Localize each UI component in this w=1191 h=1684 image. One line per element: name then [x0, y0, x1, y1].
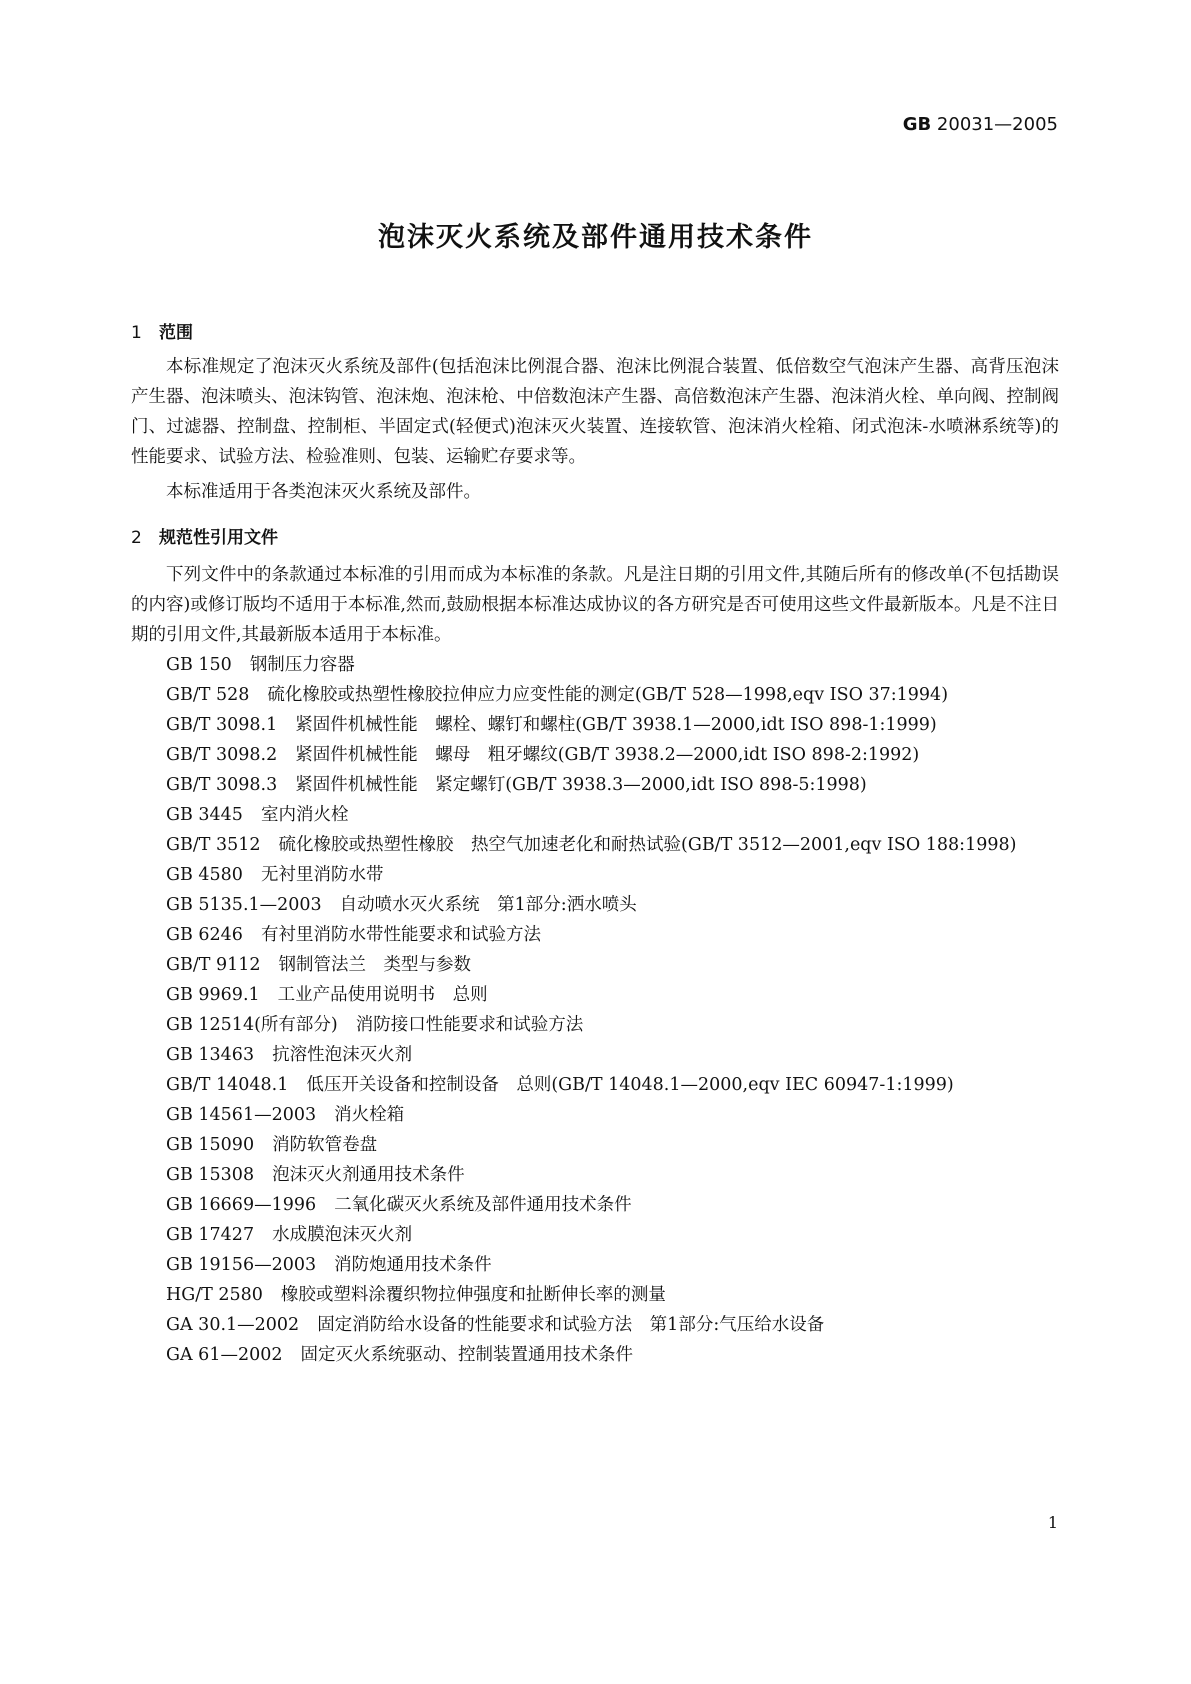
section-1-heading: [131, 318, 193, 343]
reference-code: GB 12514(所有部分): [166, 1015, 338, 1035]
scope-applicability-paragraph: 本标准适用于各类泡沫灭火系统及部件。: [166, 482, 481, 502]
reference-title: 紧固件机械性能 紧定螺钉(GB/T 3938.3—2000,idt ISO 898-5:1998): [295, 775, 867, 795]
reference-title: 紧固件机械性能 螺栓、螺钉和螺柱(GB/T 3938.1—2000,idt ISO 898-1:1999): [295, 715, 937, 735]
reference-code: GB 9969.1: [166, 985, 260, 1005]
section-title: 范围: [159, 323, 193, 343]
reference-item: [131, 680, 1061, 710]
reference-title: 水成膜泡沫灭火剂: [272, 1225, 413, 1245]
reference-item: [131, 1100, 1061, 1130]
reference-code: HG/T 2580: [166, 1285, 263, 1305]
reference-item: [131, 1160, 1061, 1190]
reference-item: [131, 1340, 1061, 1370]
reference-title: 钢制管法兰 类型与参数: [278, 955, 472, 975]
reference-item: [131, 740, 1061, 770]
reference-code: GB 13463: [166, 1045, 255, 1065]
reference-item: [131, 1190, 1061, 1220]
reference-code: GB 17427: [166, 1225, 255, 1245]
reference-title: 消防接口性能要求和试验方法: [355, 1015, 584, 1035]
section-2-heading: [131, 523, 278, 548]
reference-item: [131, 920, 1061, 950]
reference-code: GB 15090: [166, 1135, 255, 1155]
reference-item: [131, 890, 1061, 920]
reference-item: [131, 860, 1061, 890]
reference-code: GB/T 3098.3: [166, 775, 278, 795]
reference-code: GB 4580: [166, 865, 243, 885]
reference-item: [131, 1010, 1061, 1040]
reference-code: GB/T 14048.1: [166, 1075, 289, 1095]
reference-code: GB/T 3098.1: [166, 715, 278, 735]
reference-item: [131, 710, 1061, 740]
section-number: 2: [131, 528, 142, 548]
reference-title: 抗溶性泡沫灭火剂: [272, 1045, 413, 1065]
reference-item: [131, 800, 1061, 830]
reference-code: GA 61—2002: [166, 1345, 283, 1365]
reference-item: [131, 770, 1061, 800]
reference-code: GB 5135.1—2003: [166, 895, 322, 915]
page-number: 1: [1047, 1513, 1058, 1532]
reference-title: 室内消火栓: [260, 805, 349, 825]
section-title: 规范性引用文件: [159, 528, 278, 548]
reference-item: [131, 1310, 1061, 1340]
section-number: 1: [131, 323, 142, 343]
normative-references-list: [131, 650, 1061, 1370]
reference-item: [131, 1250, 1061, 1280]
reference-title: 消防炮通用技术条件: [334, 1255, 492, 1275]
reference-title: 硫化橡胶或热塑性橡胶拉伸应力应变性能的测定(GB/T 528—1998,eqv ISO 37:1994): [267, 685, 949, 705]
reference-code: GB 3445: [166, 805, 243, 825]
reference-code: GA 30.1—2002: [166, 1315, 300, 1335]
document-title: 泡沫灭火系统及部件通用技术条件: [378, 222, 813, 253]
reference-code: GB/T 3512: [166, 835, 261, 855]
reference-item: [131, 950, 1061, 980]
standard-prefix: GB: [902, 114, 932, 135]
reference-title: 消防软管卷盘: [272, 1135, 378, 1155]
reference-title: 泡沫灭火剂通用技术条件: [272, 1165, 465, 1185]
reference-code: GB 150: [166, 655, 232, 675]
reference-code: GB/T 528: [166, 685, 250, 705]
reference-item: [131, 980, 1061, 1010]
reference-title: 消火栓箱: [334, 1105, 405, 1125]
reference-title: 有衬里消防水带性能要求和试验方法: [260, 925, 541, 945]
standard-code: [903, 114, 1058, 135]
standard-number: 20031—2005: [936, 114, 1058, 135]
reference-title: 低压开关设备和控制设备 总则(GB/T 14048.1—2000,eqv IEC 60947-1:1999): [306, 1075, 954, 1095]
reference-title: 橡胶或塑料涂覆织物拉伸强度和扯断伸长率的测量: [280, 1285, 666, 1305]
reference-code: GB 19156—2003: [166, 1255, 317, 1275]
reference-title: 无衬里消防水带: [260, 865, 384, 885]
reference-title: 固定消防给水设备的性能要求和试验方法 第1部分:气压给水设备: [317, 1315, 825, 1335]
reference-item: [131, 830, 1061, 860]
reference-code: GB 14561—2003: [166, 1105, 317, 1125]
reference-code: GB 6246: [166, 925, 243, 945]
reference-code: GB/T 9112: [166, 955, 261, 975]
reference-title: 钢制压力容器: [249, 655, 355, 675]
reference-item: [131, 1220, 1061, 1250]
reference-title: 紧固件机械性能 螺母 粗牙螺纹(GB/T 3938.2—2000,idt ISO 898-2:1992): [295, 745, 920, 765]
reference-code: GB 16669—1996: [166, 1195, 317, 1215]
reference-code: GB/T 3098.2: [166, 745, 278, 765]
scope-paragraph: 本标准规定了泡沫灭火系统及部件(包括泡沫比例混合器、泡沫比例混合装置、低倍数空气泡沫产生器、高背压泡沫产生器、泡沫喷头、泡沫钩管、泡沫炮、泡沫枪、中倍数泡沫产生器、高倍数泡沫产生器、泡沫消火栓、单向阀、控制阀门、过滤器、控制盘、控制柜、半固定式(轻便式)泡沫灭火装置、连接软管、泡沫消火栓箱、闭式泡沫-水喷淋系统等)的性能要求、试验方法、检验准则、包装、运输贮存要求等。: [131, 357, 1059, 467]
reference-title: 固定灭火系统驱动、控制装置通用技术条件: [300, 1345, 633, 1365]
reference-item: [131, 1280, 1061, 1310]
reference-item: [131, 1040, 1061, 1070]
reference-item: [131, 1130, 1061, 1160]
references-intro-paragraph: 下列文件中的条款通过本标准的引用而成为本标准的条款。凡是注日期的引用文件,其随后所有的修改单(不包括勘误的内容)或修订版均不适用于本标准,然而,鼓励根据本标准达成协议的各方研究是否可使用这些文件最新版本。凡是不注日期的引用文件,其最新版本适用于本标准。: [131, 565, 1059, 645]
reference-title: 自动喷水灭火系统 第1部分:洒水喷头: [339, 895, 637, 915]
reference-title: 二氧化碳灭火系统及部件通用技术条件: [334, 1195, 632, 1215]
reference-code: GB 15308: [166, 1165, 255, 1185]
reference-item: [131, 650, 1061, 680]
reference-title: 硫化橡胶或热塑性橡胶 热空气加速老化和耐热试验(GB/T 3512—2001,eqv ISO 188:1998): [278, 835, 1017, 855]
reference-item: [131, 1070, 1061, 1100]
reference-title: 工业产品使用说明书 总则: [277, 985, 488, 1005]
